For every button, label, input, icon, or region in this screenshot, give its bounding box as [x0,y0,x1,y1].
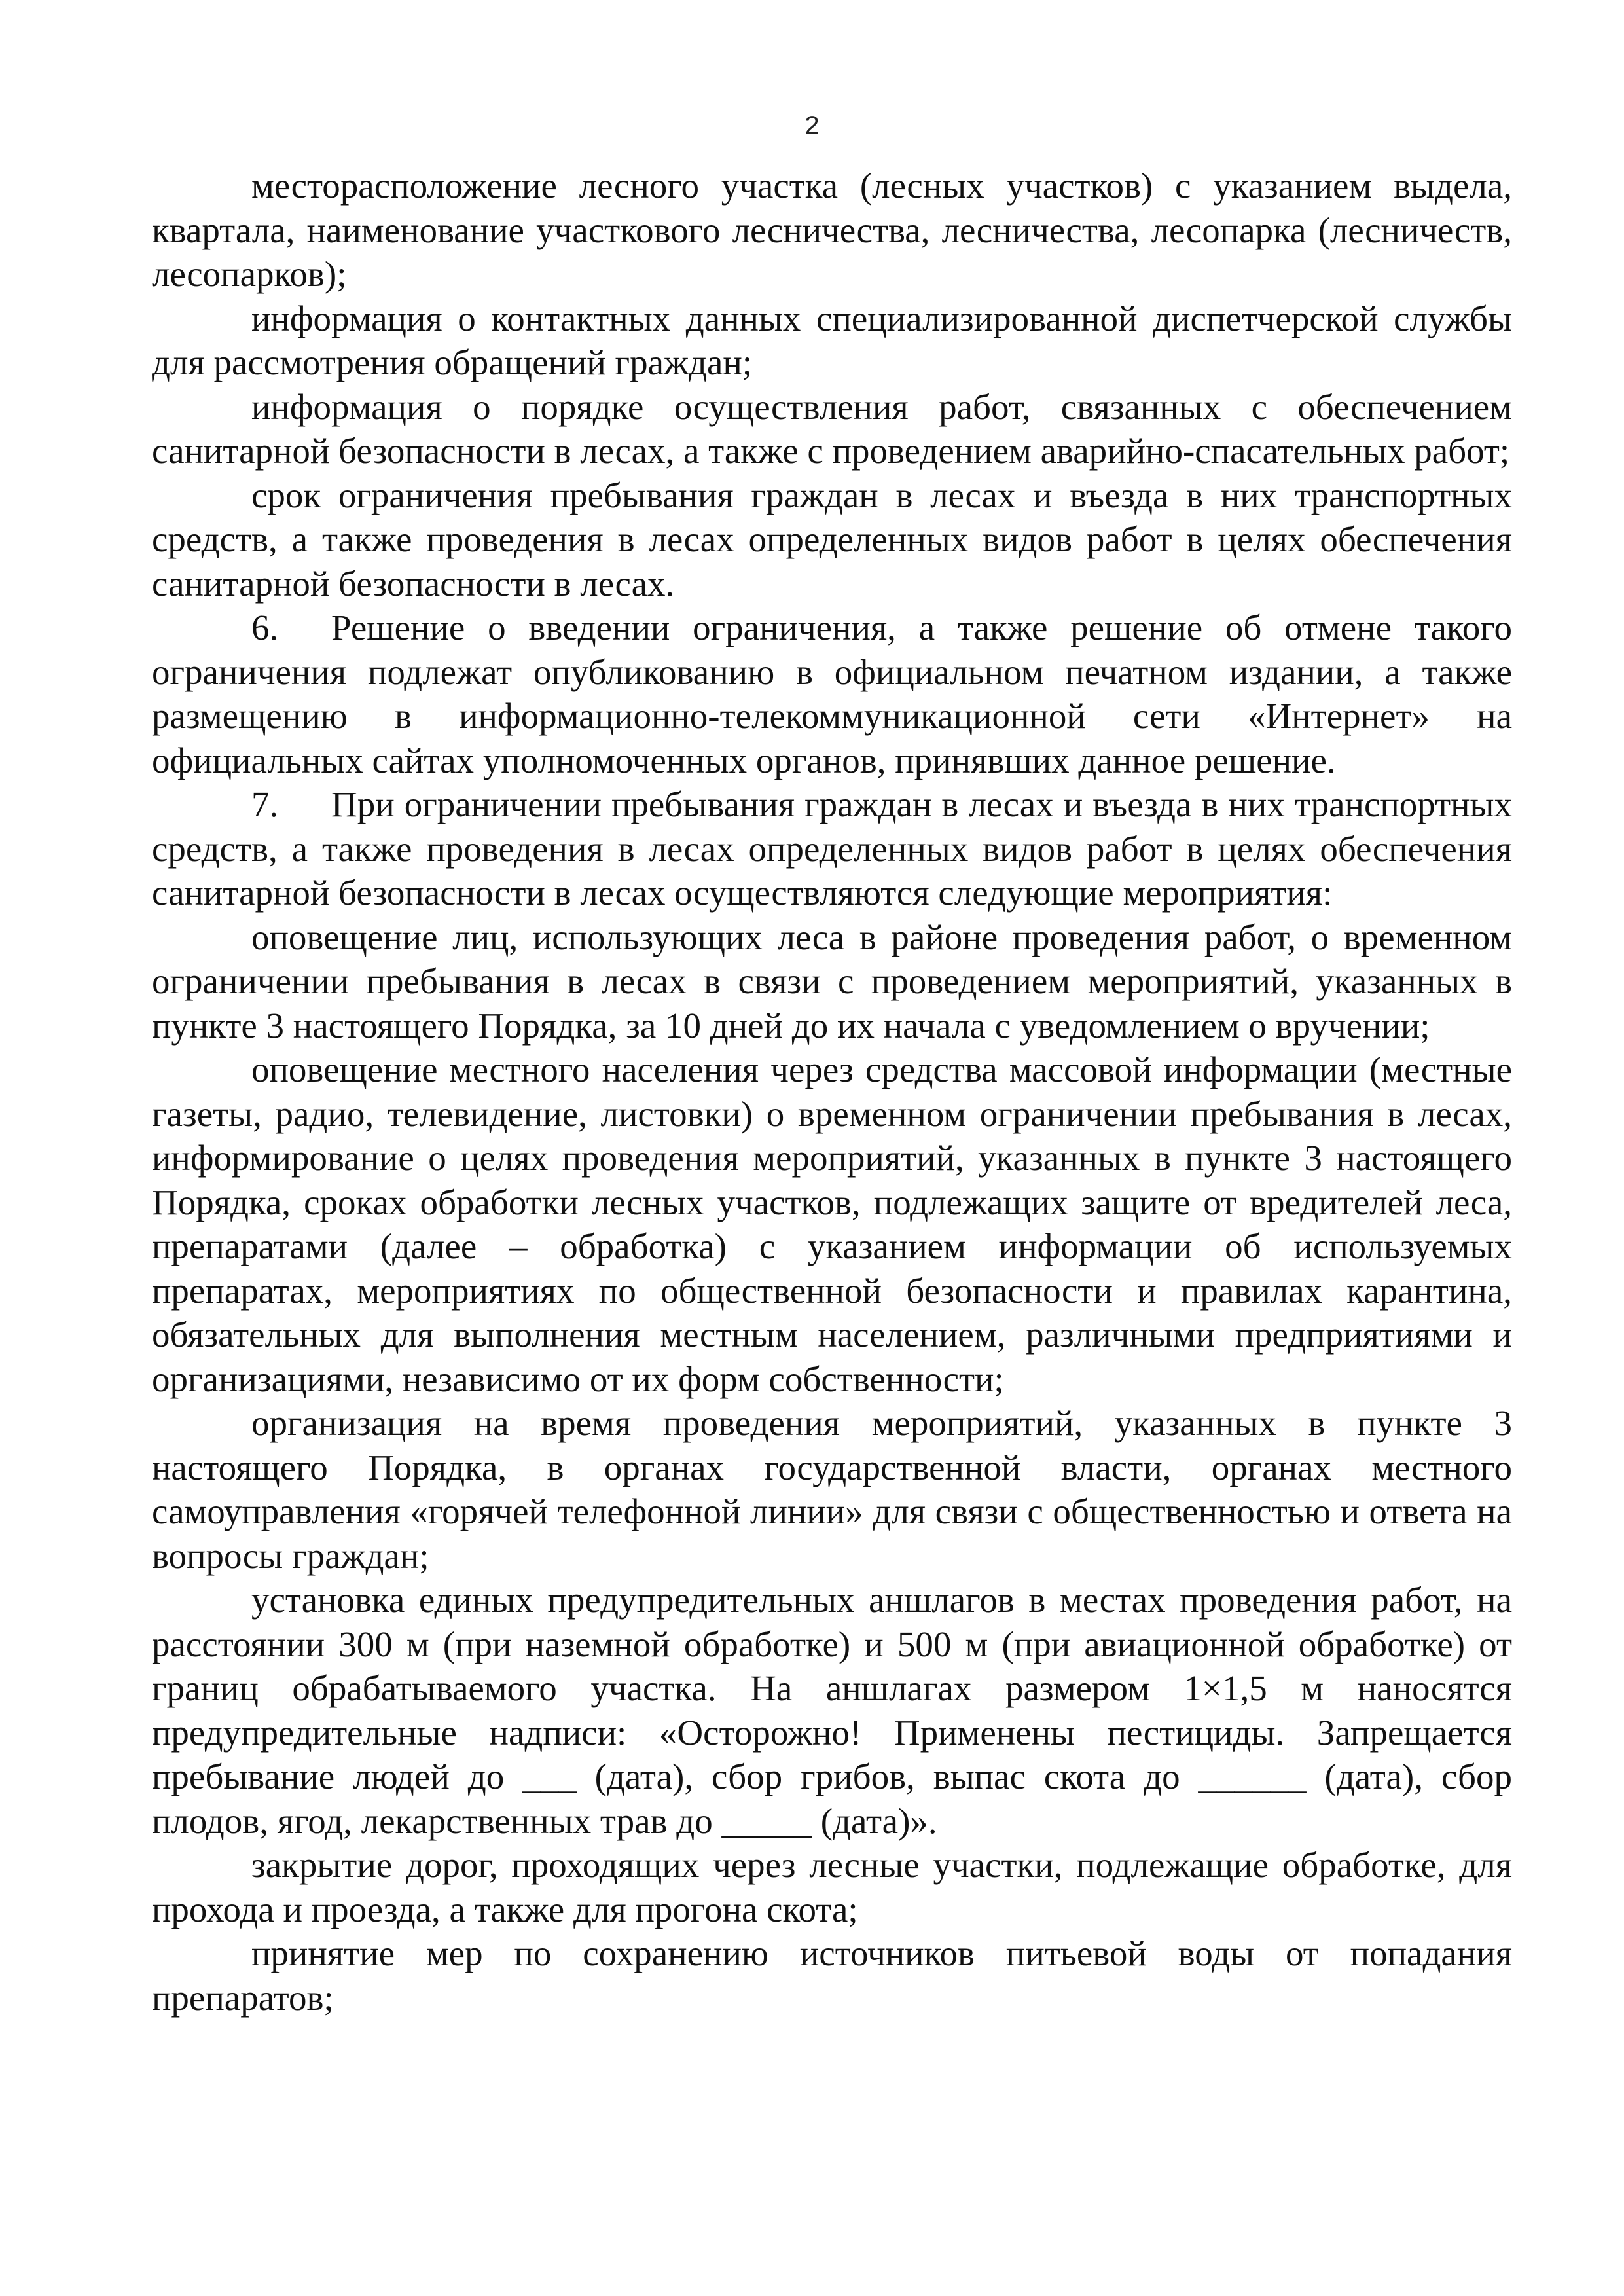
paragraph-restriction-term: срок ограничения пребывания граждан в лесах и въезда в них транспортных средств, а также проведения в лесах определенных видов работ в целях обеспечения санитарной безопасности в лесах. [152,475,1512,604]
clause-number: 7. [251,784,279,824]
paragraph-dispatch-contacts: информация о контактных данных специализированной диспетчерской службы для рассмотрения обращений граждан; [152,298,1512,382]
clause-6 [152,606,1512,782]
paragraph-water-protection: принятие мер по сохранению источников питьевой воды от попадания препаратов; [152,1933,1512,2018]
paragraph-hotline: организация на время проведения мероприятий, указанных в пункте 3 настоящего Порядка, в органах государственной власти, органах местного самоуправления «горячей телефонной линии» для связи с общественностью и ответа на вопросы граждан; [152,1403,1512,1576]
document-body [152,164,1512,2020]
paragraph-location: месторасположение лесного участка (лесных участков) с указанием выдела, квартала, наименование участкового лесничества, лесничества, лесопарка (лесничеств, лесопарков); [152,166,1512,294]
paragraph-notify-population: оповещение местного населения через средства массовой информации (местные газеты, радио, телевидение, листовки) о временном ограничении пребывания в лесах, информирование о целях проведения мероприятий, указанных в пункте 3 настоящего Порядка, сроках обработки лесных участков, подлежащих защите от вредителей леса, препаратами (далее – обработка) с указанием информации об используемых препаратах, мероприятиях по общественной безопасности и правилах карантина, обязательных для выполнения местным населением, различными предприятиями и организациями, независимо от их форм собственности; [152,1049,1512,1399]
paragraph-road-closure: закрытие дорог, проходящих через лесные участки, подлежащие обработке, для прохода и проезда, а также для прогона скота; [152,1845,1512,1929]
clause-text: Решение о введении ограничения, а также решение об отмене такого ограничения подлежат опубликованию в официальном печатном издании, а также размещению в информационно-телекоммуникационной сети «Интернет» на официальных сайтах уполномоченных органов, принявших данное решение. [152,608,1512,780]
clause-7 [152,782,1512,915]
paragraph-works-procedure: информация о порядке осуществления работ, связанных с обеспечением санитарной безопасности в лесах, а также с проведением аварийно-спасательных работ; [152,386,1512,471]
clause-text: При ограничении пребывания граждан в лесах и въезда в них транспортных средств, а также проведения в лесах определенных видов работ в целях обеспечения санитарной безопасности в лесах осуществляются следующие мероприятия: [152,784,1512,913]
page-number: 2 [804,111,820,140]
paragraph-warning-signs: установка единых предупредительных аншлагов в местах проведения работ, на расстоянии 300 м (при наземной обработке) и 500 м (при авиационной обработке) от границ обрабатываемого участка. На аншлагах размером 1×1,5 м наносятся предупредительные надписи: «Осторожно! Применены пестициды. Запрещается пребывание людей до ___ (дата), сбор грибов, выпас скота до ______ (дата), сбор плодов, ягод, лекарственных трав до _____ (дата)». [152,1580,1512,1841]
clause-number: 6. [251,608,279,647]
paragraph-notify-forest-users: оповещение лиц, использующих леса в районе проведения работ, о временном ограничении пребывания в лесах в связи с проведением мероприятий, указанных в пункте 3 настоящего Порядка, за 10 дней до их начала с уведомлением о вручении; [152,917,1512,1046]
